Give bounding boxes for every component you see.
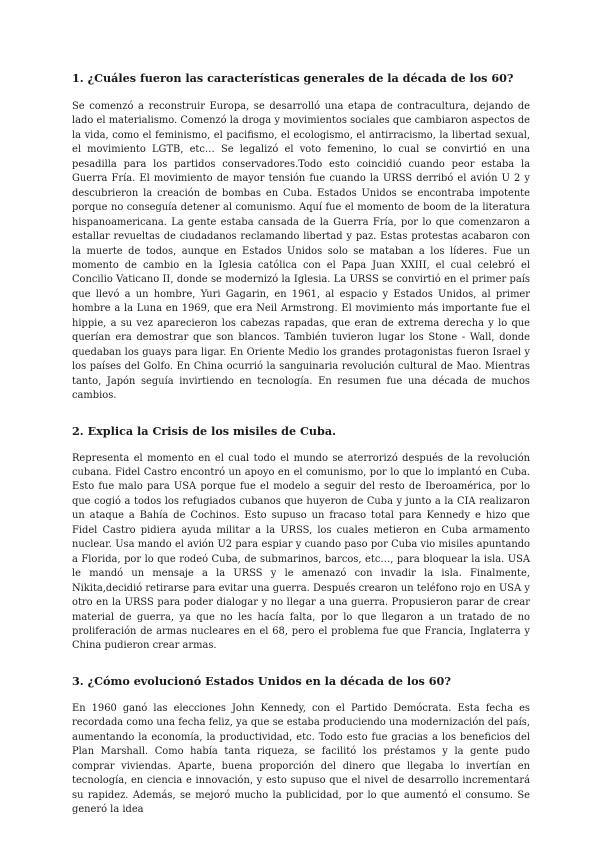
- section-heading: 2. Explica la Crisis de los misiles de Cuba.: [72, 423, 337, 438]
- section-1: [72, 70, 530, 404]
- document-page: [72, 70, 530, 817]
- section-heading: 1. ¿Cuáles fueron las características generales de la década de los 60?: [72, 71, 514, 85]
- section-body: Representa el momento en el cual todo el mundo se aterrorizó después de la revolución cubana. Fidel Castro encontró un apoyo en el comunismo, por lo que lo implantó en Cuba. Esto fue malo para USA porque fue el modelo a seguir del resto de Iberoamérica, por lo que cogió a todos los refugiados cubanos que huyeron de Cuba y junto a la CIA realizaron un ataque a Bahía de Cochinos. Esto supuso un fracaso total para Kennedy e hizo que Fidel Castro pidiera ayuda militar a la URSS, los cuales metieron en Cuba armamento nuclear. Usa mando el avión U2 para espiar y cuando paso por Cuba vio misiles apuntando a Florida, por lo que rodeó Cuba, de submarinos, barcos, etc…, para bloquear la isla. USA le mandó un mensaje a la URSS y le amenazó con invadir la isla. Finalmente, Nikita,decidió retirarse para evitar una guerra. Después crearon un teléfono rojo en USA y otro en la URSS para poder dialogar y no llegar a una guerra. Propusieron parar de crear material de guerra, ya que no les hacía falta, por lo que llegaron a un tratado de no proliferación de armas nucleares en el 68, pero el problema fue que Francia, Inglaterra y China pudieron crear armas.: [72, 452, 530, 652]
- section-heading: 3. ¿Cómo evolucionó Estados Unidos en la década de los 60?: [72, 673, 451, 688]
- section-2: [72, 423, 530, 654]
- section-body: Se comenzó a reconstruir Europa, se desarrolló una etapa de contracultura, dejando de lado el materialismo. Comenzó la droga y movimientos sociales que cambiaron aspectos de la vida, como el feminismo, el pacifismo, el ecologismo, el antirracismo, la libertad sexual, el movimiento LGTB, etc… Se legalizó el voto femenino, lo cual se convirtió en una pesadilla para los partidos conservadores.Todo esto coincidió cuando peor estaba la Guerra Fría. El movimiento de mayor tensión fue cuando la URSS derribó el avión U 2 y descubrieron la creación de bombas en Cuba. Estados Unidos se encontraba impotente porque no conseguía detener al comunismo. Aquí fue el momento de boom de la literatura hispanoamericana. La gente estaba cansada de la Guerra Fría, por lo que comenzaron a estallar revueltas de ciudadanos reclamando libertad y paz. Estas protestas acabaron con la muerte de todos, aunque en Estados Unidos solo se mataban a los líderes. Fue un momento de cambio en la Iglesia católica con el Papa Juan XXIII, el cual celebró el Concilio Vaticano II, donde se modernizó la Iglesia. La URSS se convirtió en el primer país que llevó a un hombre, Yuri Gagarin, en 1961, al espacio y Estados Unidos, al primer hombre a la Luna en 1969, que era Neil Armstrong. El movimiento más importante fue el hippie, a su vez aparecieron los cabezas rapadas, que eran de extrema derecha y lo que querían era demostrar que son blancos. También tuvieron lugar los Stone - Wall, donde quedaban los guays para ligar. En Oriente Medio los grandes protagonistas fueron Israel y los países del Golfo. En China ocurrió la sanguinaria revolución cultural de Mao. Mientras tanto, Japón seguía invirtiendo en tecnología. En resumen fue una década de muchos cambios.: [72, 101, 530, 402]
- section-3: [72, 673, 530, 818]
- section-body: En 1960 ganó las elecciones John Kennedy, con el Partido Demócrata. Esta fecha es recordada como una fecha feliz, ya que se estaba produciendo una modernización del país, aumentando la economía, la productividad, etc. Todo esto fue gracias a los beneficios del Plan Marshall. Como había tanta riqueza, se facilitó los préstamos y la gente pudo comprar viviendas. Aparte, buena proporción del dinero que llegaba lo invertían en tecnología, en ciencia e innovación, y esto supuso que el nivel de desarrollo incrementará su rapidez. Además, se mejoró mucho la publicidad, por lo que aumentó el consumo. Se generó la idea: [72, 702, 530, 816]
